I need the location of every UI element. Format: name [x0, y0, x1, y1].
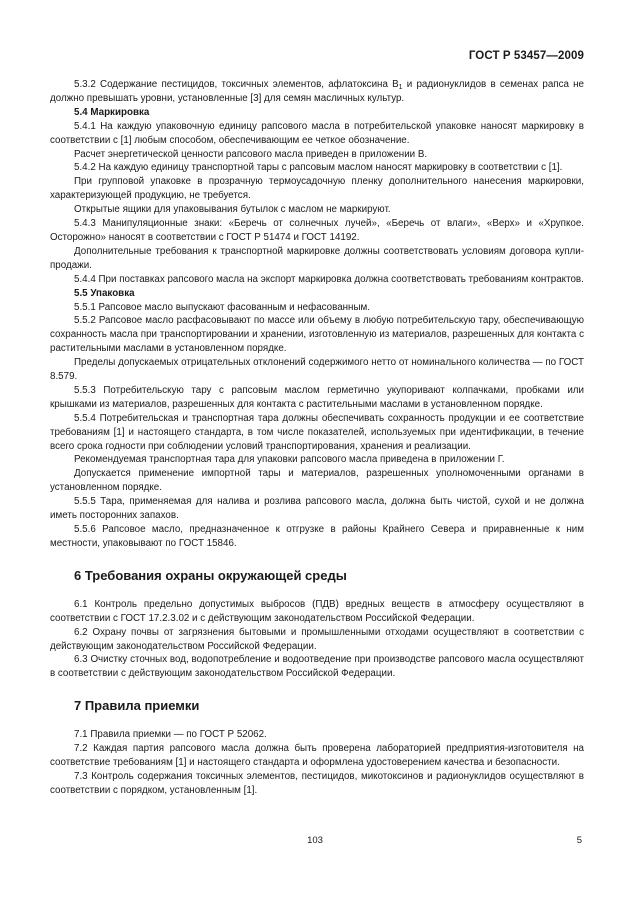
paragraph-7-2: 7.2 Каждая партия рапсового масла должна быть проверена лабораторией предприятия-изготовителя на соответствие требованиям [1] и настоящего стандарта и оформлена удостоверением качества и безопасности. [50, 743, 584, 769]
paragraph: Пределы допускаемых отрицательных отклонений содержимого нетто от номинального количества — по ГОСТ 8.579. [50, 357, 584, 383]
paragraph-5-4-4: 5.4.4 При поставках рапсового масла на экспорт маркировка должна соответствовать требованиям контрактов. [74, 273, 584, 285]
paragraph: Рекомендуемая транспортная тара для упаковки рапсового масла приведена в приложении Г. [74, 454, 505, 466]
paragraph-7-1: 7.1 Правила приемки — по ГОСТ Р 52062. [74, 729, 267, 741]
section-heading-6: 6 Требования охраны окружающей среды [74, 567, 347, 583]
paragraph: Допускается применение импортной тары и материалов, разрешенных уполномоченными органами в установленном порядке. [50, 468, 584, 494]
sheet-number: 5 [576, 835, 582, 846]
paragraph-5-4-3: 5.4.3 Манипуляционные знаки: «Беречь от солнечных лучей», «Беречь от влаги», «Верх» и «Хрупкое. Осторожно» наносят в соответствии с ГОСТ Р 51474 и ГОСТ 14192. [50, 218, 584, 243]
paragraph-5-5-5: 5.5.5 Тара, применяемая для налива и розлива рапсового масла, должна быть чистой, сухой и не должна иметь посторонних запахов. [50, 496, 584, 522]
paragraph-5-4-2: 5.4.2 На каждую единицу транспортной тары с рапсовым маслом наносят маркировку в соответствии с [1]. [74, 162, 563, 174]
section-heading-7: 7 Правила приемки [74, 698, 200, 714]
document-body [50, 78, 584, 798]
paragraph-5-5-3: 5.5.3 Потребительскую тару с рапсовым маслом герметично укупоривают колпачками, пробками или крышками из материалов, разрешенных для контакта с растительными маслами в установленном порядке. [50, 384, 584, 410]
standard-header: ГОСТ Р 53457—2009 [468, 50, 584, 62]
paragraph-7-3: 7.3 Контроль содержания токсичных элементов, пестицидов, микотоксинов и радионуклидов осуществляют в соответствии с порядком, установленным [1]. [50, 770, 584, 796]
paragraph: Дополнительные требования к транспортной маркировке должны соответствовать условиям договора купли-продажи. [50, 245, 584, 271]
paragraph-6-1: 6.1 Контроль предельно допустимых выбросов (ПДВ) вредных веществ в атмосферу осуществляют в соответствии с ГОСТ 17.2.3.02 и с действующим законодательством Российской Федерации. [50, 598, 584, 624]
paragraph-5-5-1: 5.5.1 Рапсовое масло выпускают фасованным и нефасованным. [74, 301, 370, 313]
page-number: 103 [307, 835, 323, 846]
paragraph: При групповой упаковке в прозрачную термоусадочную пленку дополнительного нанесения маркировки, характеризующей продукцию, не требуется. [50, 176, 584, 202]
paragraph: Расчет энергетической ценности рапсового масла приведен в приложении В. [74, 148, 428, 160]
paragraph-5-5-2: 5.5.2 Рапсовое масло расфасовывают по массе или объему в любую потребительскую тару, обеспечивающую сохранность масла при транспортировании и хранении, изготовленную из материалов, разрешенных для контакта с растительными маслами в установленном порядке. [50, 315, 584, 355]
paragraph-6-2: 6.2 Охрану почвы от загрязнения бытовыми и промышленными отходами осуществляют в соответствии с действующим законодательством Российской Федерации. [50, 626, 584, 652]
paragraph: Открытые ящики для упаковывания бутылок с маслом не маркируют. [74, 204, 391, 216]
paragraph-5-3-2: 5.3.2 Содержание пестицидов, токсичных элементов, афлатоксина $B_1$ и радионуклидов в семенах рапса не должно превышать уровни, установленные [3] для семян масличных культур. [50, 79, 584, 104]
paragraph-5-5-4: 5.5.4 Потребительская и транспортная тара должны обеспечивать сохранность продукции и ее соответствие требованиям [1] и настоящего стандарта, в том числе показателей, используемых при идентификации, в течение всего срока годности при соблюдении условий транспортирования, хранения и реализации. [50, 412, 584, 452]
subsection-heading-5-4: 5.4 Маркировка [74, 106, 150, 118]
paragraph-5-5-6: 5.5.6 Рапсовое масло, предназначенное к отгрузке в районы Крайнего Севера и приравненные к ним местности, упаковывают по ГОСТ 15846. [50, 524, 584, 549]
paragraph-5-4-1: 5.4.1 На каждую упаковочную единицу рапсового масла в потребительской упаковке наносят маркировку в соответствии с [1] любым способом, обеспечивающим ее четкое обозначение. [50, 120, 584, 146]
subsection-heading-5-5: 5.5 Упаковка [74, 287, 135, 299]
paragraph-6-3: 6.3 Очистку сточных вод, водопотребление и водоотведение при производстве рапсового масла осуществляют в соответствии с действующим законодательством Российской Федерации. [50, 654, 584, 680]
